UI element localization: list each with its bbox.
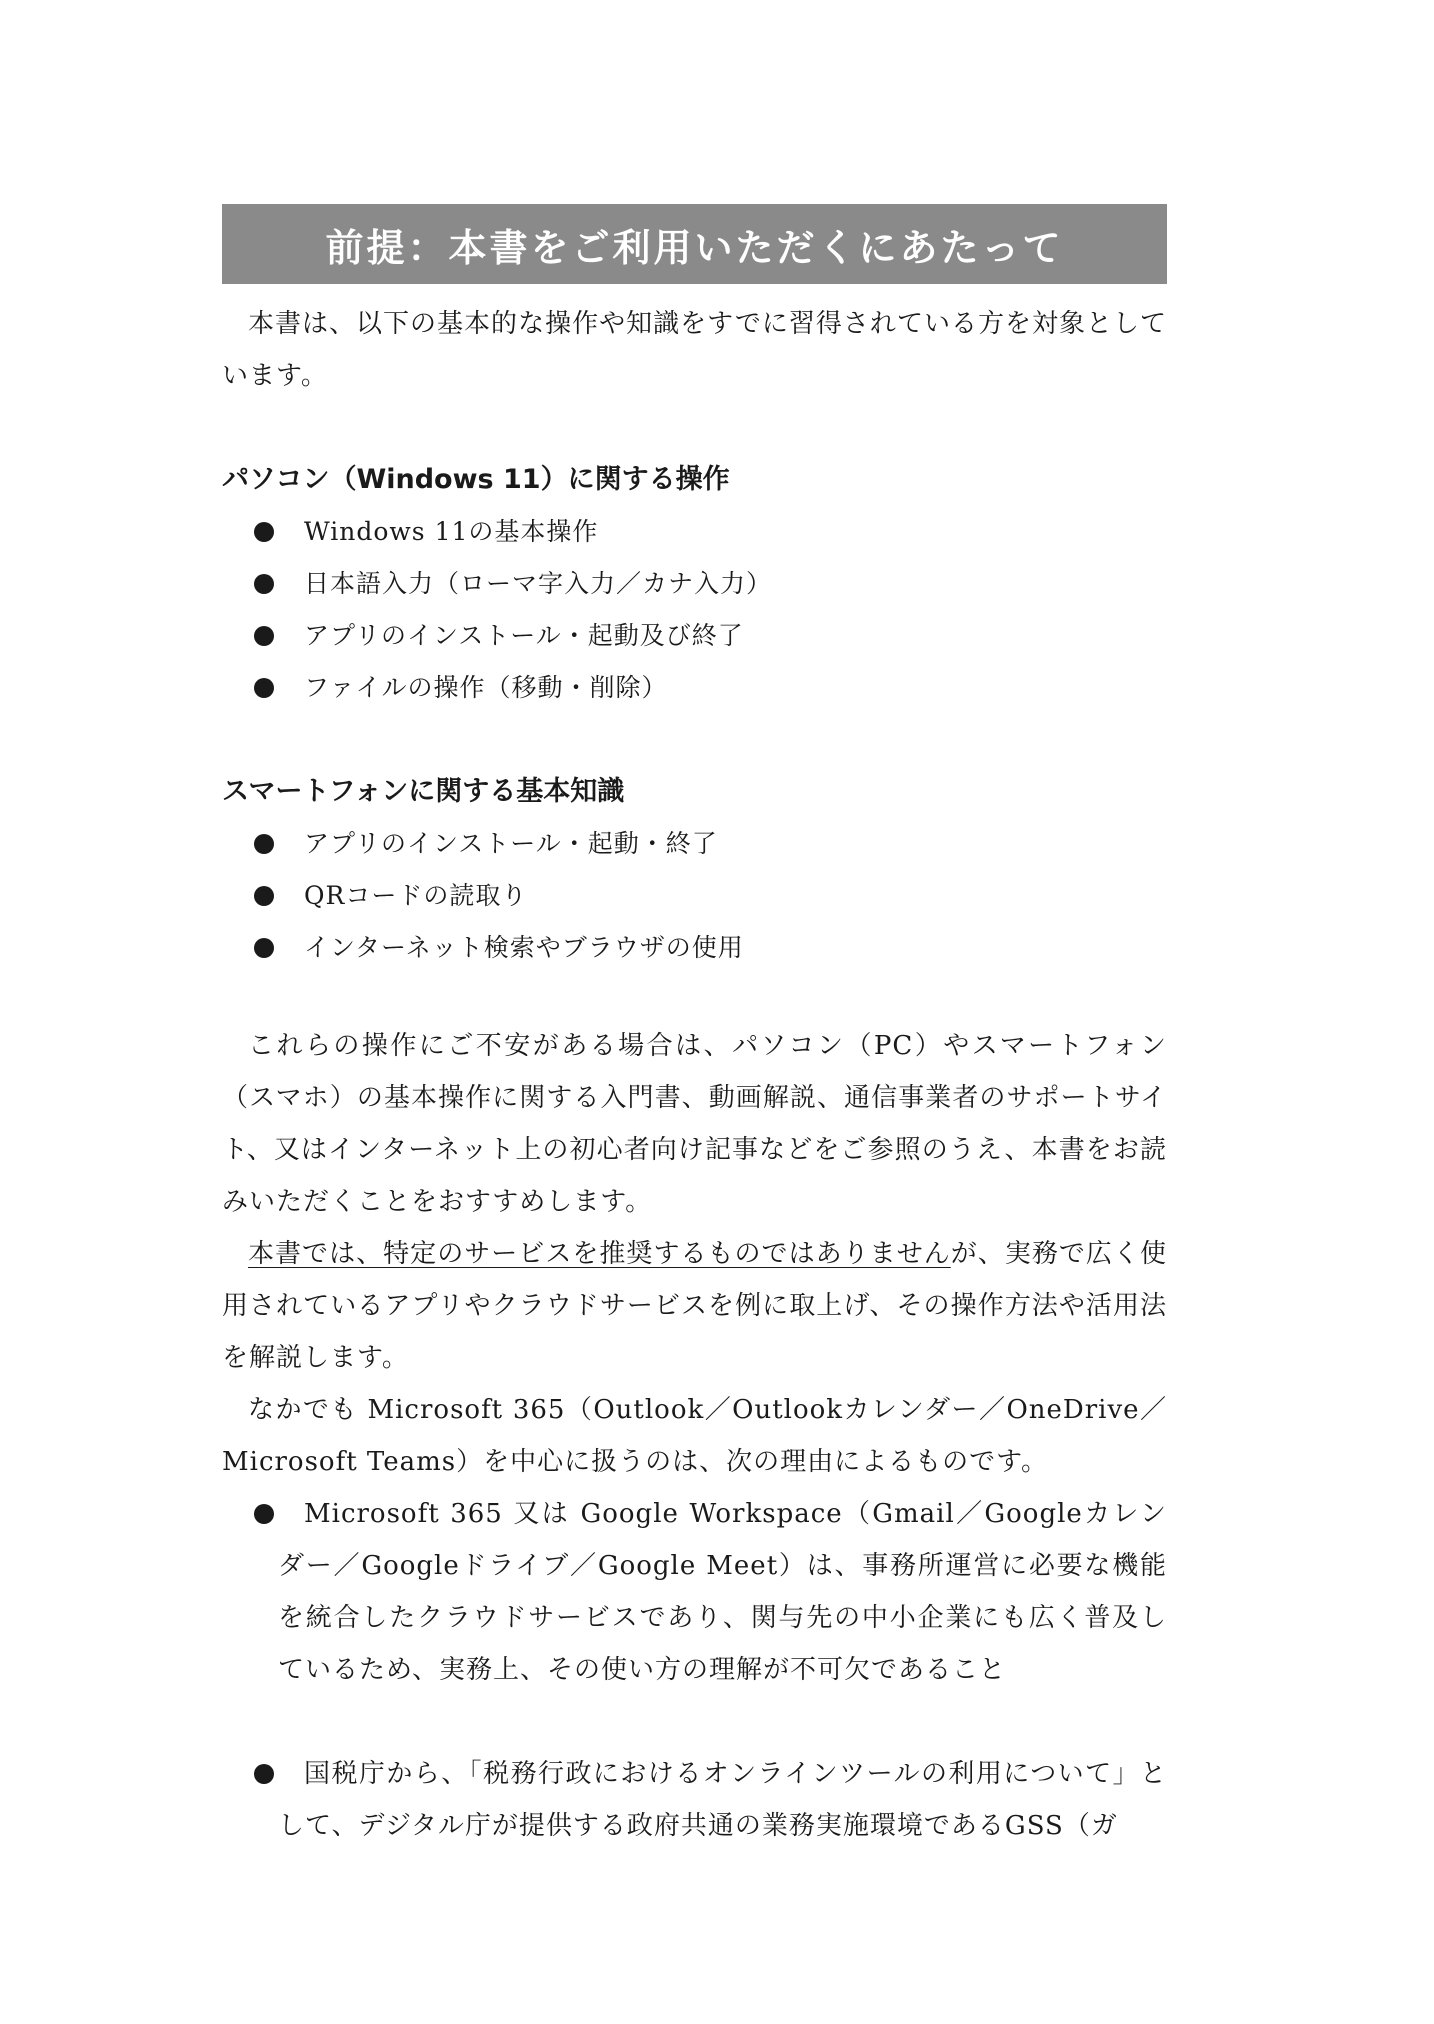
list-item: Microsoft 365 又は Google Workspace（Gmail／Googleカレンダー／Googleドライブ／Google Meet）は、事務所運営に必要な機能を統合したクラウドサービスであり、関与先の中小企業にも広く普及しているため、実務上、その使い方の理解が不可欠であること xyxy=(222,1488,1167,1696)
page-content xyxy=(222,204,1167,1852)
body-paragraph-2: 本書では、特定のサービスを推奨するものではありませんが、実務で広く使用されているアプリやクラウドサービスを例に取上げ、その操作方法や活用法を解説します。 xyxy=(222,1239,1167,1373)
body-text xyxy=(222,1020,1167,1488)
section-heading-smartphone: スマートフォンに関する基本知識 xyxy=(222,776,625,807)
bullet-icon xyxy=(254,574,274,594)
pc-skills-list xyxy=(222,506,1167,714)
body-paragraph-1: これらの操作にご不安がある場合は、パソコン（PC）やスマートフォン（スマホ）の基本操作に関する入門書、動画解説、通信事業者のサポートサイト、又はインターネット上の初心者向け記事などをご参照のうえ、本書をお読みいただくことをおすすめします。 xyxy=(222,1031,1167,1217)
intro-paragraph: 本書は、以下の基本的な操作や知識をすでに習得されている方を対象としています。 xyxy=(222,309,1167,391)
list-item: アプリのインストール・起動・終了 xyxy=(222,818,1167,870)
reasons-list xyxy=(222,1488,1167,1852)
underlined-note: 本書では、特定のサービスを推奨するものではありません xyxy=(248,1239,951,1269)
bullet-icon xyxy=(254,522,274,542)
smartphone-skills-list xyxy=(222,818,1167,974)
body-paragraph-3: なかでも Microsoft 365（Outlook／Outlookカレンダー／OneDrive／Microsoft Teams）を中心に扱うのは、次の理由によるものです。 xyxy=(222,1395,1167,1477)
list-item: ファイルの操作（移動・削除） xyxy=(222,662,1167,714)
bullet-icon xyxy=(254,938,274,958)
list-item: 国税庁から、「税務行政におけるオンラインツールの利用について」として、デジタル庁が提供する政府共通の業務実施環境であるGSS（ガ xyxy=(222,1748,1167,1852)
list-item: Windows 11の基本操作 xyxy=(222,506,1167,558)
bullet-icon xyxy=(254,1504,274,1524)
list-item: QRコードの読取り xyxy=(222,870,1167,922)
bullet-icon xyxy=(254,834,274,854)
bullet-icon xyxy=(254,678,274,698)
page-title: 前提：本書をご利用いただくにあたって xyxy=(325,225,1064,270)
list-item: 日本語入力（ローマ字入力／カナ入力） xyxy=(222,558,1167,610)
list-item: インターネット検索やブラウザの使用 xyxy=(222,922,1167,974)
section-heading-pc: パソコン（Windows 11）に関する操作 xyxy=(222,464,730,495)
title-banner xyxy=(222,204,1167,284)
bullet-icon xyxy=(254,1764,274,1784)
bullet-icon xyxy=(254,886,274,906)
bullet-icon xyxy=(254,626,274,646)
list-item: アプリのインストール・起動及び終了 xyxy=(222,610,1167,662)
